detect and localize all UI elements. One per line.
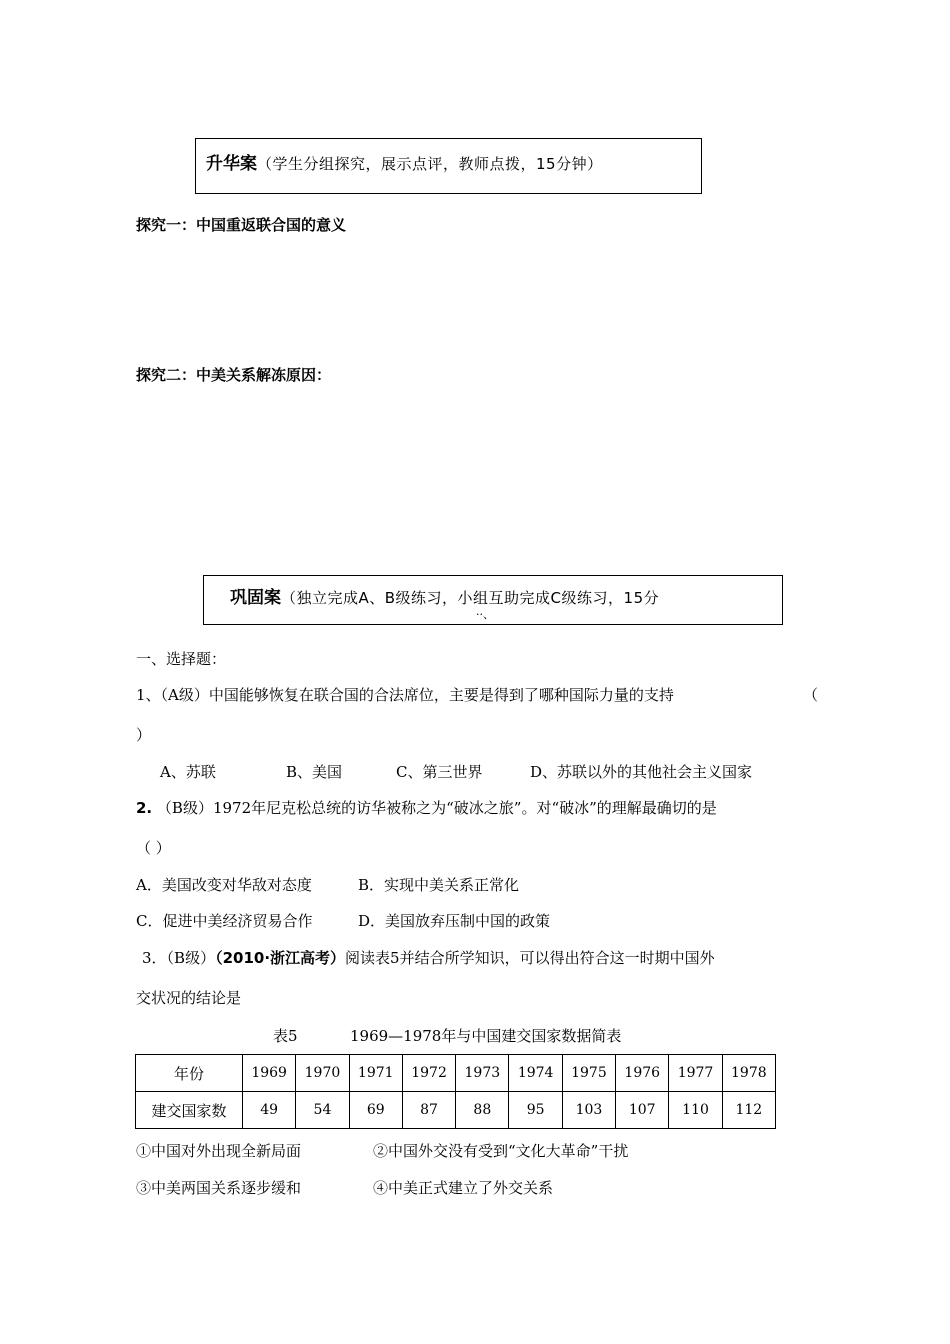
question-2-option-a: A．美国改变对华敌对态度 <box>136 876 312 894</box>
table-caption: 1969—1978年与中国建交国家数据简表 <box>350 1027 622 1045</box>
table-row-label: 建交国家数 <box>136 1092 243 1129</box>
question-2-stem <box>136 797 717 818</box>
question-3-prefix: 3．（B级） <box>142 949 216 967</box>
question-3-text: 阅读表5并结合所学知识，可以得出符合这一时期中国外 <box>345 949 715 967</box>
table-cell-year: 1977 <box>669 1055 722 1092</box>
section-box-shenghua <box>195 138 702 194</box>
table-cell-count: 69 <box>349 1092 402 1129</box>
diplomatic-relations-table <box>135 1054 776 1129</box>
explore-one-heading: 探究一：中国重返联合国的意义 <box>136 216 347 234</box>
question-1-paren-close: ） <box>136 726 152 744</box>
table-cell-year: 1975 <box>562 1055 615 1092</box>
question-2-text: （B级）1972年尼克松总统的访华被称之为“破冰之旅”。对“破冰”的理解最确切的是 <box>156 799 717 817</box>
section-title: 一、选择题： <box>136 650 227 668</box>
box-label: 巩固案 <box>230 588 281 608</box>
question-2-option-c: C．促进中美经济贸易合作 <box>136 912 313 930</box>
question-3-source: （2010·浙江高考） <box>215 949 346 967</box>
question-1-option-d: D、苏联以外的其他社会主义国家 <box>530 763 753 781</box>
table-cell-count: 87 <box>402 1092 455 1129</box>
table-cell-year: 1978 <box>722 1055 775 1092</box>
question-1-option-a: A、苏联 <box>160 763 216 781</box>
section-box-gonggu <box>203 575 783 625</box>
question-2-option-d: D．美国放弃压制中国的政策 <box>358 912 551 930</box>
table-cell-year: 1976 <box>616 1055 669 1092</box>
box-note: （独立完成A、B级练习，小组互助完成C级练习，15分 <box>281 589 660 607</box>
box-overflow-text: ··、 <box>476 608 494 621</box>
question-1-paren-open: （ <box>803 686 819 704</box>
question-1-stem: 1、（A级）中国能够恢复在联合国的合法席位，主要是得到了哪种国际力量的支持 <box>136 686 674 704</box>
table-cell-year: 1971 <box>349 1055 402 1092</box>
question-2-paren: （ ） <box>136 839 171 857</box>
table-row-counts <box>136 1092 776 1129</box>
box-label: 升华案 <box>206 154 257 174</box>
table-cell-count: 112 <box>722 1092 775 1129</box>
question-2-number: 2. <box>136 799 153 817</box>
question-1-option-b: B、美国 <box>286 763 343 781</box>
table-cell-year: 1974 <box>509 1055 562 1092</box>
question-3-choice-3: ③中美两国关系逐步缓和 <box>136 1179 302 1197</box>
question-3-stem <box>142 947 715 968</box>
table-row-years <box>136 1055 776 1092</box>
explore-two-heading: 探究二：中美关系解冻原因： <box>136 366 332 384</box>
table-cell-count: 110 <box>669 1092 722 1129</box>
box-note: （学生分组探究，展示点评，教师点拨，15分钟） <box>257 155 603 173</box>
box-title <box>206 149 603 174</box>
question-2-option-b: B．实现中美关系正常化 <box>358 876 520 894</box>
table-cell-count: 49 <box>243 1092 296 1129</box>
question-3-stem-continued: 交状况的结论是 <box>136 989 242 1007</box>
question-1-option-c: C、第三世界 <box>396 763 483 781</box>
table-cell-year: 1972 <box>402 1055 455 1092</box>
table-cell-year: 1969 <box>243 1055 296 1092</box>
table-cell-count: 54 <box>296 1092 349 1129</box>
table-header-label: 年份 <box>136 1055 243 1092</box>
table-cell-year: 1973 <box>456 1055 509 1092</box>
table-caption-number: 表5 <box>273 1027 298 1045</box>
table-cell-count: 88 <box>456 1092 509 1129</box>
table-cell-count: 95 <box>509 1092 562 1129</box>
table-cell-count: 103 <box>562 1092 615 1129</box>
table-cell-year: 1970 <box>296 1055 349 1092</box>
question-3-choice-1: ①中国对外出现全新局面 <box>136 1142 302 1160</box>
table-cell-count: 107 <box>616 1092 669 1129</box>
box-title <box>230 583 659 608</box>
question-3-choice-2: ②中国外交没有受到“文化大革命”干扰 <box>373 1142 629 1160</box>
question-3-choice-4: ④中美正式建立了外交关系 <box>373 1179 554 1197</box>
